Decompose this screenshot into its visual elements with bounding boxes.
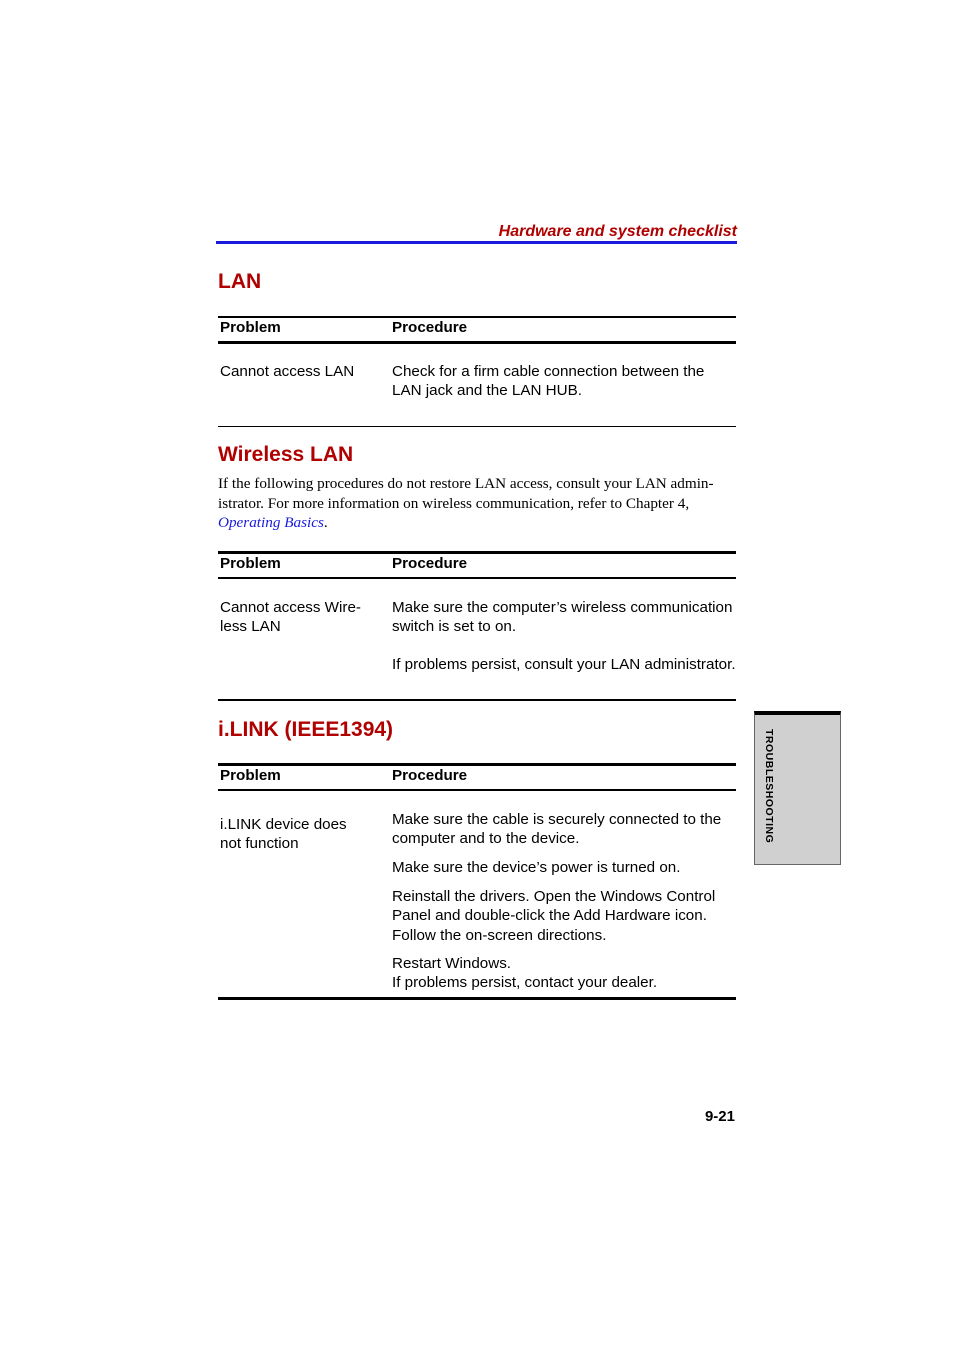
wireless-lan-intro: [218, 474, 738, 533]
procedure-cell: If problems persist, consult your LAN administrator.: [392, 656, 736, 673]
procedure-cell: Make sure the device’s power is turned on.: [392, 859, 681, 876]
wireless-lan-table: [218, 551, 736, 703]
column-header-problem: Problem: [220, 555, 281, 572]
problem-cell: i.LINK device does not function: [220, 816, 347, 853]
section-heading-lan: LAN: [218, 270, 262, 293]
problem-cell: Cannot access LAN: [220, 363, 355, 380]
procedure-cell: If problems persist, contact your dealer.: [392, 974, 658, 991]
header-rule: [216, 241, 737, 244]
procedure-cell: Make sure the cable is securely connected to the computer and to the device.: [392, 811, 722, 848]
intro-text: If the following procedures do not restore LAN access, consult your LAN administrator. For more information on wireless communication, refer to Chapter 4,: [218, 475, 714, 512]
problem-cell: Cannot access Wireless LAN: [220, 599, 361, 636]
lan-table: [218, 316, 736, 428]
chapter-reference-link[interactable]: Operating Basics: [218, 514, 324, 532]
intro-end: .: [323, 514, 328, 532]
column-header-procedure: Procedure: [392, 319, 468, 336]
procedure-cell: Reinstall the drivers. Open the Windows Control Panel and double-click the Add Hardware icon. Follow the on-screen directions.: [392, 888, 716, 944]
section-heading-wireless-lan: Wireless LAN: [218, 443, 354, 466]
section-heading-ilink: i.LINK (IEEE1394): [218, 718, 394, 741]
column-header-problem: Problem: [220, 319, 281, 336]
ilink-table: [218, 763, 736, 1003]
column-header-procedure: Procedure: [392, 555, 468, 572]
page-number: 9-21: [704, 1108, 735, 1125]
table-header-rule: [218, 789, 736, 791]
table-header-rule: [218, 341, 736, 344]
table-bottom-rule: [218, 426, 736, 427]
chapter-tab-label: TROUBLESHOOTING: [763, 729, 775, 844]
column-header-procedure: Procedure: [392, 767, 468, 784]
procedure-cell: Restart Windows.: [392, 955, 512, 972]
table-bottom-rule: [218, 997, 736, 1000]
table-header-rule: [218, 577, 736, 579]
procedure-cell: Make sure the computer’s wireless communication switch is set to on.: [392, 599, 733, 636]
procedure-cell: Check for a firm cable connection between the LAN jack and the LAN HUB.: [392, 363, 705, 400]
running-header: Hardware and system checklist: [498, 223, 737, 240]
column-header-problem: Problem: [220, 767, 281, 784]
chapter-side-tab: [754, 711, 841, 865]
table-bottom-rule: [218, 699, 736, 701]
